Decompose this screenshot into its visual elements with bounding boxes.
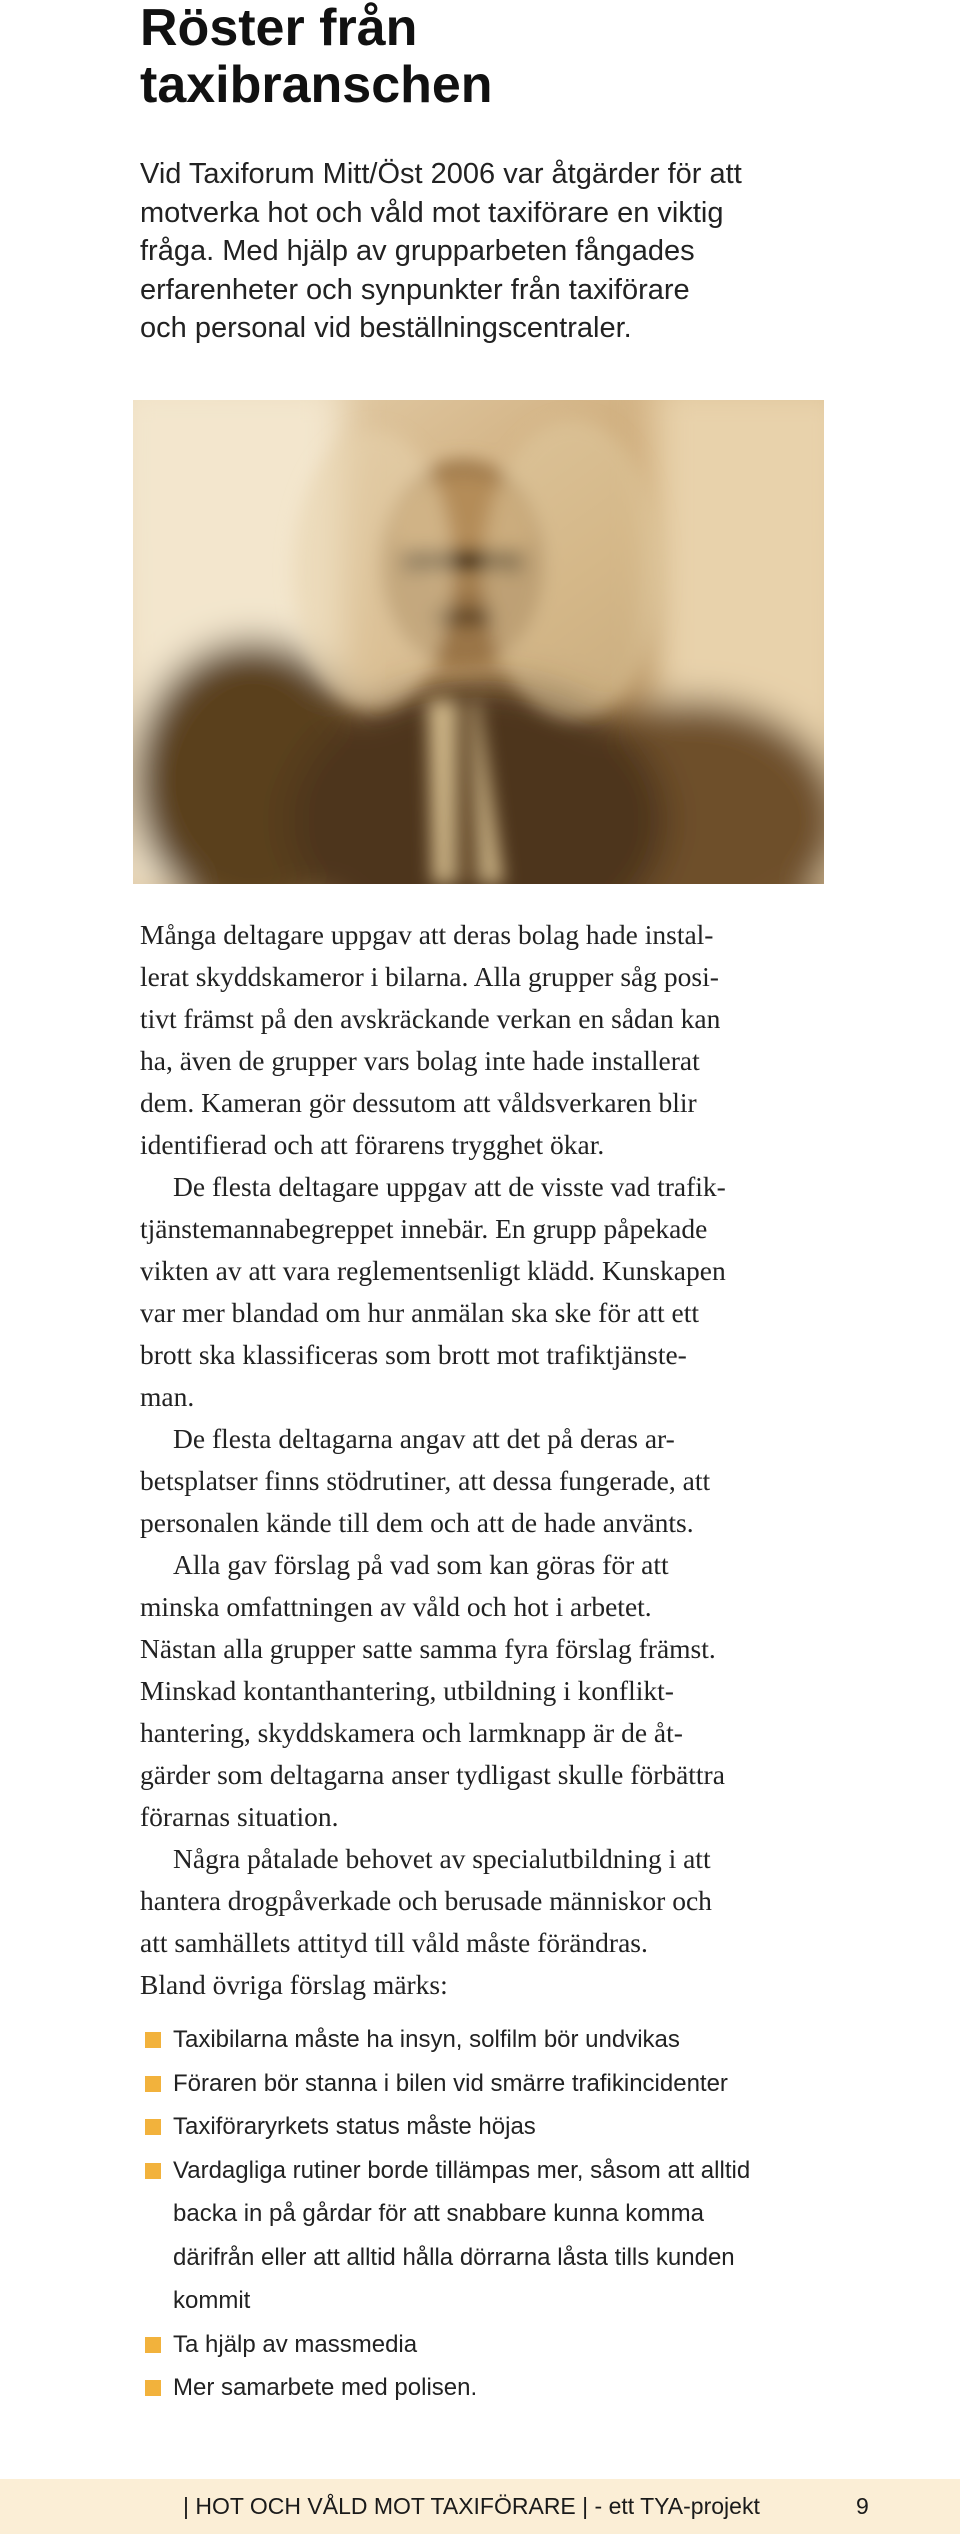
body-text <box>140 914 820 2006</box>
text-line: hantera drogpåverkade och berusade människor och <box>140 1885 712 1916</box>
text-line: därifrån eller att alltid hålla dörrarna låsta tills kunden <box>173 2243 735 2271</box>
text-line: erfarenheter och synpunkter från taxiförare <box>140 273 690 306</box>
list-item <box>145 2105 865 2149</box>
body-paragraph <box>140 1418 820 1544</box>
suggestion-list <box>145 2018 865 2410</box>
text-line: Minskad kontanthantering, utbildning i konflikt- <box>140 1675 674 1706</box>
text-line: Röster från <box>140 0 418 57</box>
text-line: Många deltagare uppgav att deras bolag hade instal- <box>140 919 714 950</box>
list-item <box>145 2149 865 2323</box>
body-paragraph <box>140 914 820 1166</box>
text-line: och personal vid beställningscentraler. <box>140 312 632 344</box>
text-line: vikten av att vara reglementsenligt klädd. Kunskapen <box>140 1255 726 1286</box>
text-line: brott ska klassificeras som brott mot trafiktjänste- <box>140 1339 687 1370</box>
text-line: Vid Taxiforum Mitt/Öst 2006 var åtgärder för att <box>140 158 742 190</box>
text-line: Några påtalade behovet av specialutbildning i att <box>173 1843 711 1874</box>
text-line: minska omfattningen av våld och hot i arbetet. <box>140 1591 652 1622</box>
text-line: personalen kände till dem och att de hade använts. <box>140 1507 694 1538</box>
text-line: att samhällets attityd till våld måste förändras. <box>140 1927 648 1958</box>
text-line: Ta hjälp av massmedia <box>173 2330 418 2358</box>
text-line: taxibranschen <box>140 56 493 114</box>
text-line: Taxiföraryrkets status måste höjas <box>173 2113 536 2140</box>
text-line: motverka hot och våld mot taxiförare en viktig <box>140 196 724 229</box>
square-bullet-icon <box>145 2032 161 2048</box>
text-line: lerat skyddskameror i bilarna. Alla grupper såg posi- <box>140 961 719 992</box>
text-line: man. <box>140 1381 195 1412</box>
text-line: Alla gav förslag på vad som kan göras för att <box>173 1549 669 1580</box>
text-line: tjänstemannabegreppet innebär. En grupp påpekade <box>140 1213 708 1244</box>
text-line: ha, även de grupper vars bolag inte hade installerat <box>140 1045 700 1076</box>
list-item <box>145 2366 865 2410</box>
text-line: kommit <box>173 2287 251 2314</box>
text-line: backa in på gårdar för att snabbare kunna komma <box>173 2200 704 2227</box>
body-paragraph <box>140 1838 820 2006</box>
text-line: Vardagliga rutiner borde tillämpas mer, såsom att alltid <box>173 2156 751 2184</box>
blurred-portrait-photo <box>133 400 824 884</box>
page-title <box>140 0 900 114</box>
text-line: betsplatser finns stödrutiner, att dessa fungerade, att <box>140 1465 711 1496</box>
intro-paragraph <box>140 155 860 348</box>
text-line: Nästan alla grupper satte samma fyra förslag främst. <box>140 1633 716 1664</box>
square-bullet-icon <box>145 2337 161 2353</box>
text-line: Mer samarbete med polisen. <box>173 2374 478 2401</box>
square-bullet-icon <box>145 2380 161 2396</box>
square-bullet-icon <box>145 2119 161 2135</box>
page-number: 9 <box>856 2493 869 2519</box>
text-line: Föraren bör stanna i bilen vid smärre trafikincidenter <box>173 2069 728 2097</box>
text-line: dem. Kameran gör dessutom att våldsverkaren blir <box>140 1087 697 1118</box>
text-line: var mer blandad om hur anmälan ska ske för att ett <box>140 1297 699 1328</box>
text-line: De flesta deltagarna angav att det på deras ar- <box>173 1423 675 1454</box>
body-paragraph <box>140 1544 820 1838</box>
text-line: Taxibilarna måste ha insyn, solfilm bör undvikas <box>173 2026 680 2053</box>
page-footer <box>0 2479 960 2534</box>
text-line: fråga. Med hjälp av grupparbeten fångades <box>140 235 695 267</box>
footer-title: | HOT OCH VÅLD MOT TAXIFÖRARE | - ett TYA-projekt <box>183 2493 760 2519</box>
text-line: identifierad och att förarens trygghet ökar. <box>140 1129 605 1160</box>
list-item <box>145 2018 865 2062</box>
list-item <box>145 2062 865 2106</box>
square-bullet-icon <box>145 2076 161 2092</box>
body-paragraph <box>140 1166 820 1418</box>
text-line: gärder som deltagarna anser tydligast skulle förbättra <box>140 1759 725 1790</box>
text-line: De flesta deltagare uppgav att de visste vad trafik- <box>173 1171 726 1202</box>
square-bullet-icon <box>145 2163 161 2179</box>
list-item <box>145 2323 865 2367</box>
text-line: Bland övriga förslag märks: <box>140 1969 448 2000</box>
text-line: tivt främst på den avskräckande verkan en sådan kan <box>140 1003 721 1034</box>
text-line: hantering, skyddskamera och larmknapp är de åt- <box>140 1717 683 1748</box>
text-line: förarnas situation. <box>140 1801 339 1832</box>
